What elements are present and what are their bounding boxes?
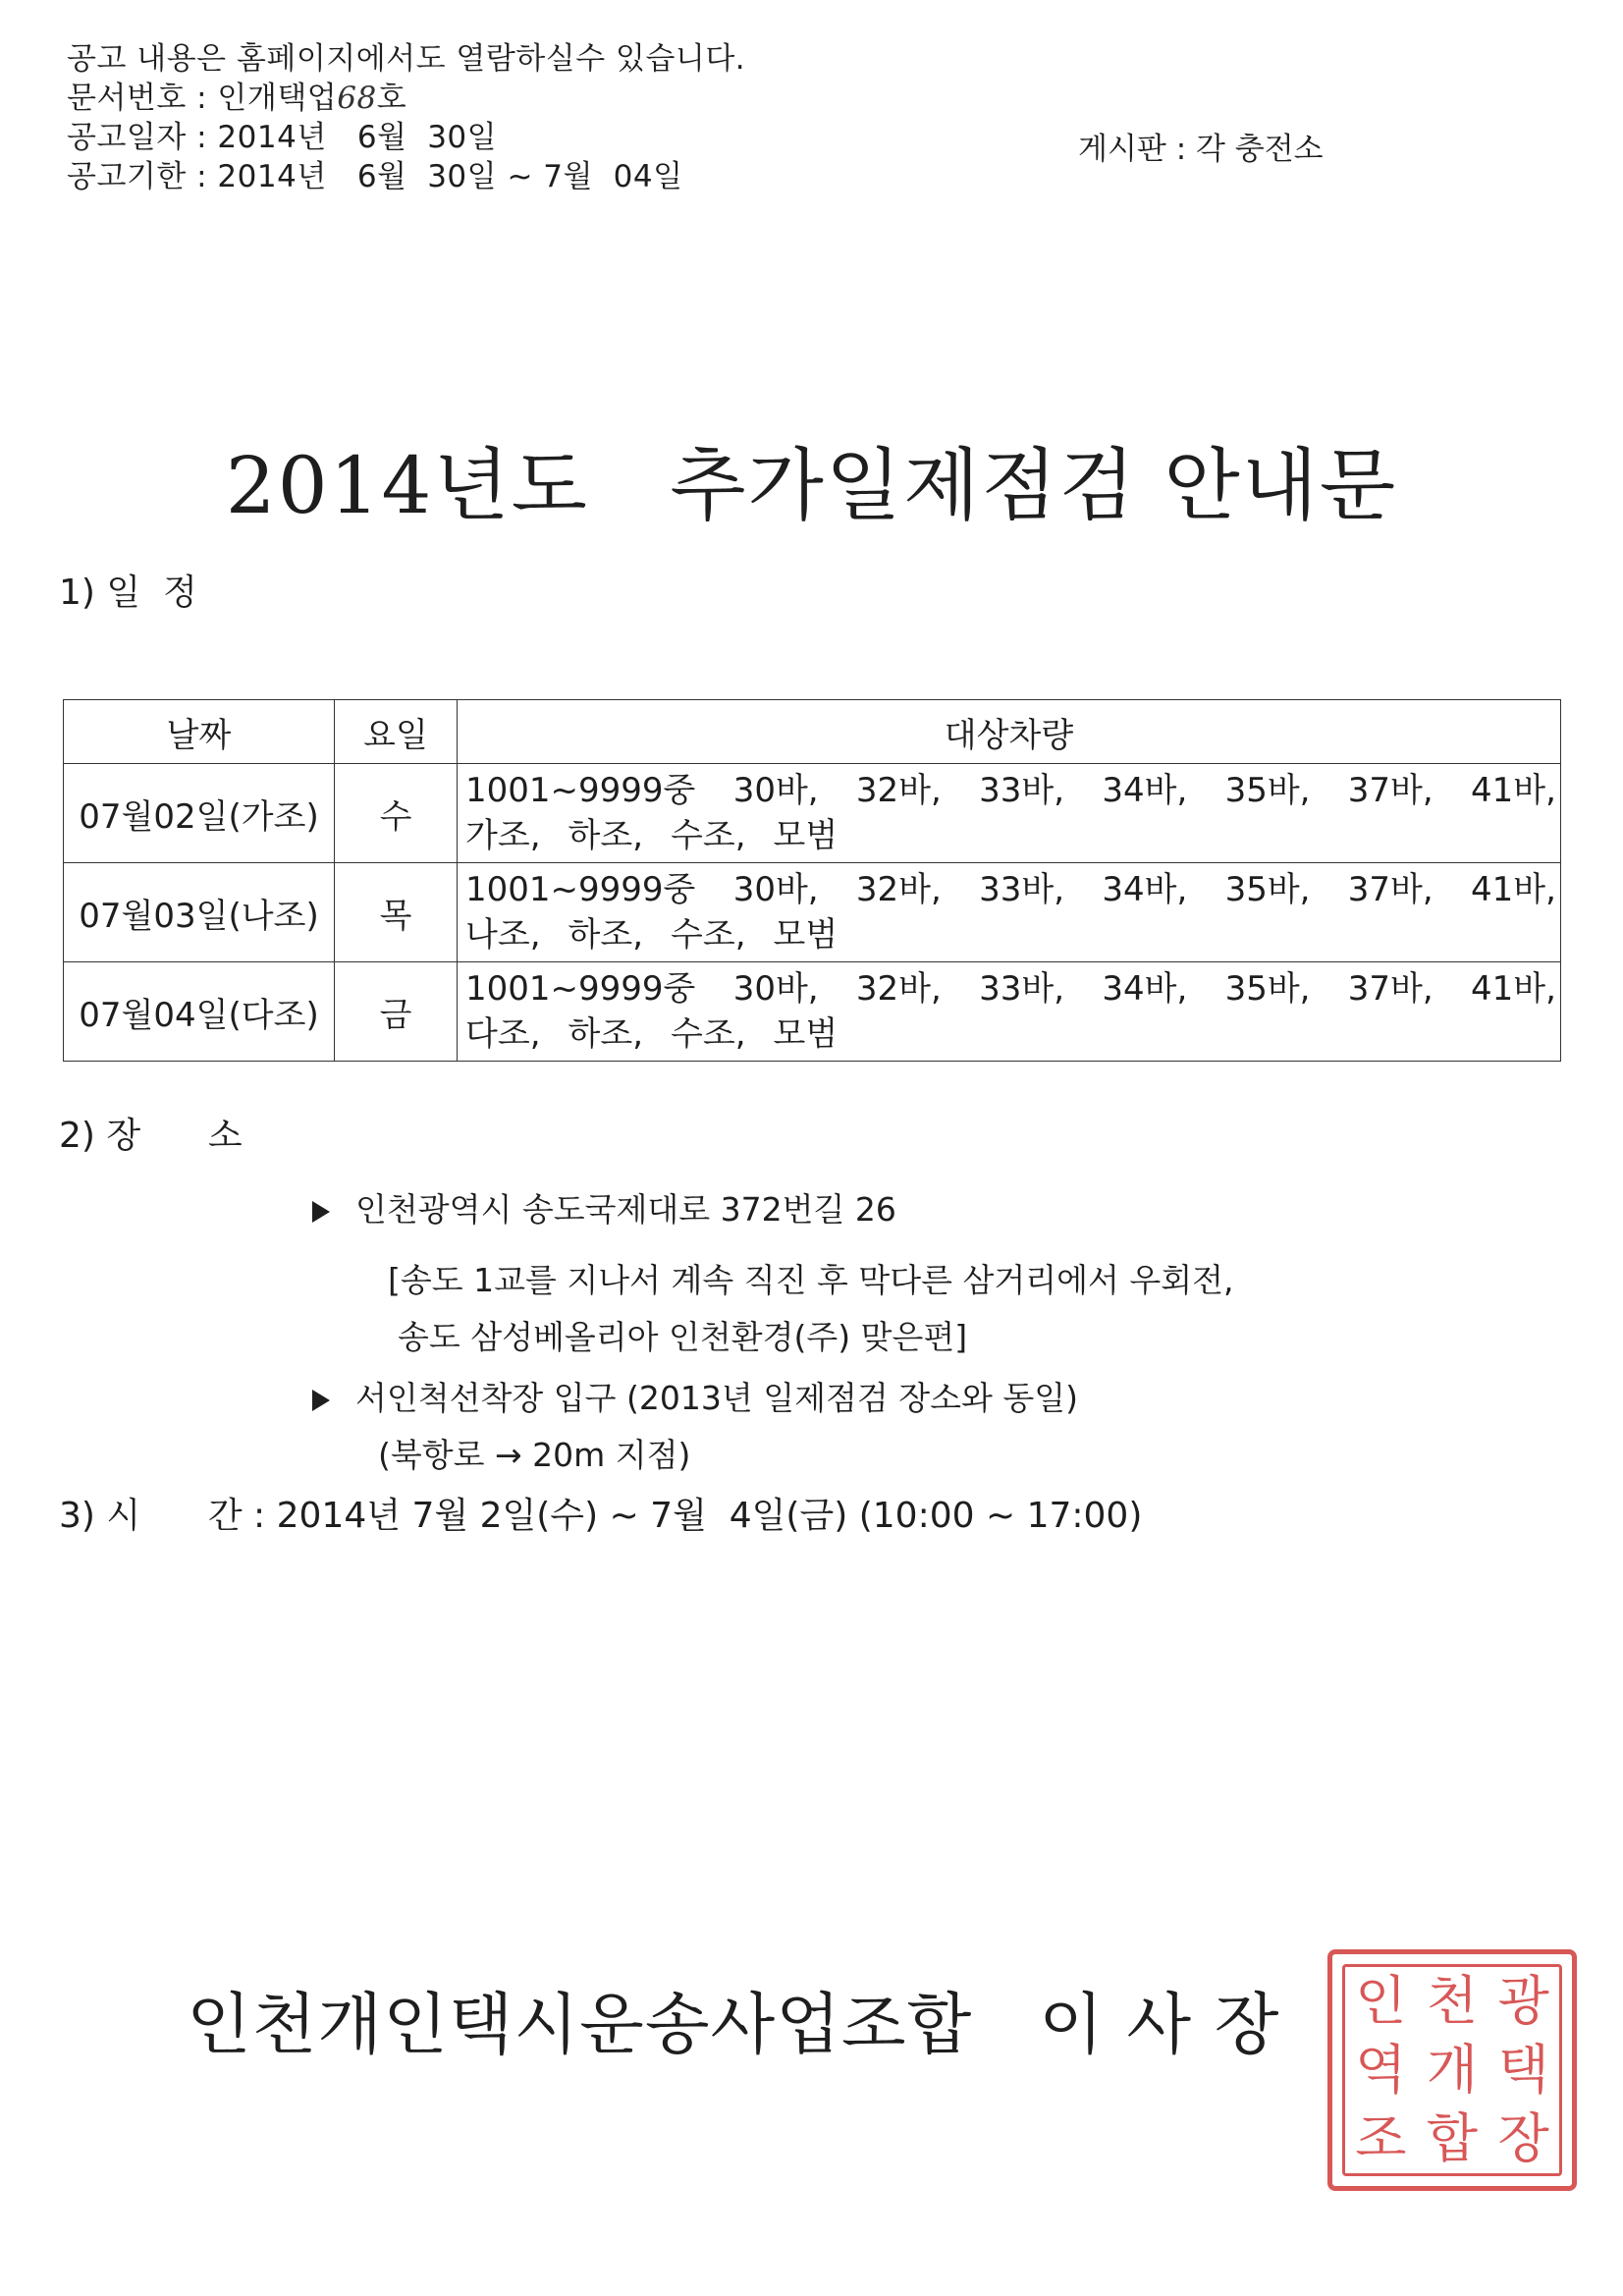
location-1-address: 인천광역시 송도국제대로 372번길 26 xyxy=(355,1190,896,1229)
target-item: 35바, xyxy=(1224,870,1311,909)
seal-char: 광 xyxy=(1497,1970,1549,2032)
target-line-2 xyxy=(465,813,1556,858)
target-item: 34바, xyxy=(1102,969,1188,1009)
header-day: 요일 xyxy=(335,700,458,764)
target-item: 35바, xyxy=(1224,969,1311,1009)
seal-inner xyxy=(1342,1964,1562,2176)
section-schedule-heading: 1) 일 정 xyxy=(59,573,197,613)
target-group: 하조, xyxy=(568,816,643,855)
notice-period: 공고기한 : 2014년 6월 30일 ~ 7월 04일 xyxy=(67,159,683,194)
target-line-1 xyxy=(465,966,1556,1011)
row-targets xyxy=(458,863,1561,962)
table-header-row xyxy=(64,700,1561,764)
document-number-suffix: 호 xyxy=(376,81,407,116)
target-group: 모범 xyxy=(773,915,839,955)
target-item: 32바, xyxy=(855,969,942,1009)
row-day: 수 xyxy=(335,764,458,863)
document-number-handwritten: 68 xyxy=(337,81,377,116)
target-item: 33바, xyxy=(979,969,1065,1009)
target-item: 37바, xyxy=(1347,771,1434,810)
target-item: 41바, xyxy=(1471,771,1556,810)
target-group: 가조, xyxy=(465,816,541,855)
seal-char: 개 xyxy=(1426,2039,1479,2101)
target-group: 하조, xyxy=(568,1014,643,1054)
section-time-line: 3) 시 간 : 2014년 7월 2일(수) ~ 7월 4일(금) (10:00 ~ 17:00) xyxy=(59,1496,1143,1536)
target-group: 수조, xyxy=(671,915,746,955)
seal-char: 조 xyxy=(1355,2107,1407,2169)
seal-char: 인 xyxy=(1355,1970,1407,2032)
row-date: 07월04일(다조) xyxy=(64,962,335,1062)
target-group: 다조, xyxy=(465,1014,541,1054)
table-row xyxy=(64,863,1561,962)
seal-char: 천 xyxy=(1426,1970,1479,2032)
section-place-heading: 2) 장 소 xyxy=(59,1116,243,1156)
location-1-note-2: 송도 삼성베올리아 인천환경(주) 맞은편] xyxy=(398,1318,968,1356)
bulletin-board: 게시판 : 각 충전소 xyxy=(1078,132,1324,167)
document-number-label: 문서번호 : 인개택업 xyxy=(67,81,338,116)
signature-union-chairman: 인천개인택시운송사업조합 이 사 장 xyxy=(187,1987,1280,2064)
official-seal-stamp xyxy=(1327,1949,1577,2191)
target-item: 34바, xyxy=(1102,870,1188,909)
target-group: 나조, xyxy=(465,915,541,955)
location-2-address: 서인척선착장 입구 (2013년 일제점검 장소와 동일) xyxy=(355,1379,1078,1417)
row-day: 금 xyxy=(335,962,458,1062)
table-row xyxy=(64,764,1561,863)
location-2 xyxy=(312,1373,1078,1419)
schedule-table xyxy=(63,699,1561,1062)
target-line-2 xyxy=(465,912,1556,957)
target-item: 32바, xyxy=(855,870,942,909)
document-number xyxy=(67,79,406,118)
target-range: 1001~9999중 xyxy=(465,969,696,1009)
target-item: 33바, xyxy=(979,870,1065,909)
seal-char: 장 xyxy=(1497,2107,1549,2169)
target-item: 30바, xyxy=(732,969,819,1009)
target-item: 30바, xyxy=(732,870,819,909)
location-2-note: (북항로 → 20m 지점) xyxy=(378,1436,691,1474)
target-line-2 xyxy=(465,1011,1556,1057)
row-targets xyxy=(458,962,1561,1062)
page-title: 2014년도 추가일제점검 안내문 xyxy=(225,440,1398,531)
target-group: 수조, xyxy=(671,816,746,855)
target-item: 33바, xyxy=(979,771,1065,810)
target-line-1 xyxy=(465,768,1556,813)
seal-char: 역 xyxy=(1355,2039,1407,2101)
target-item: 41바, xyxy=(1471,969,1556,1009)
target-item: 37바, xyxy=(1347,870,1434,909)
location-1 xyxy=(312,1184,896,1230)
row-date: 07월02일(가조) xyxy=(64,764,335,863)
target-item: 30바, xyxy=(732,771,819,810)
target-item: 34바, xyxy=(1102,771,1188,810)
target-group: 모범 xyxy=(773,1014,839,1054)
target-group: 모범 xyxy=(773,816,839,855)
target-line-1 xyxy=(465,867,1556,912)
table-row xyxy=(64,962,1561,1062)
row-targets xyxy=(458,764,1561,863)
seal-char: 택 xyxy=(1497,2039,1549,2101)
header-target-vehicles: 대상차량 xyxy=(458,700,1561,764)
notice-homepage-line: 공고 내용은 홈페이지에서도 열람하실수 있습니다. xyxy=(67,41,746,77)
target-group: 수조, xyxy=(671,1014,746,1054)
target-item: 32바, xyxy=(855,771,942,810)
notice-date: 공고일자 : 2014년 6월 30일 xyxy=(67,120,498,155)
row-day: 목 xyxy=(335,863,458,962)
triangle-bullet-icon xyxy=(312,1390,330,1411)
target-item: 37바, xyxy=(1347,969,1434,1009)
target-range: 1001~9999중 xyxy=(465,870,696,909)
target-item: 41바, xyxy=(1471,870,1556,909)
header-date: 날짜 xyxy=(64,700,335,764)
target-group: 하조, xyxy=(568,915,643,955)
triangle-bullet-icon xyxy=(312,1201,330,1223)
target-range: 1001~9999중 xyxy=(465,771,696,810)
seal-char: 합 xyxy=(1426,2107,1479,2169)
row-date: 07월03일(나조) xyxy=(64,863,335,962)
target-item: 35바, xyxy=(1224,771,1311,810)
location-1-note-1: [송도 1교를 지나서 계속 직진 후 막다른 삼거리에서 우회전, xyxy=(388,1261,1234,1299)
